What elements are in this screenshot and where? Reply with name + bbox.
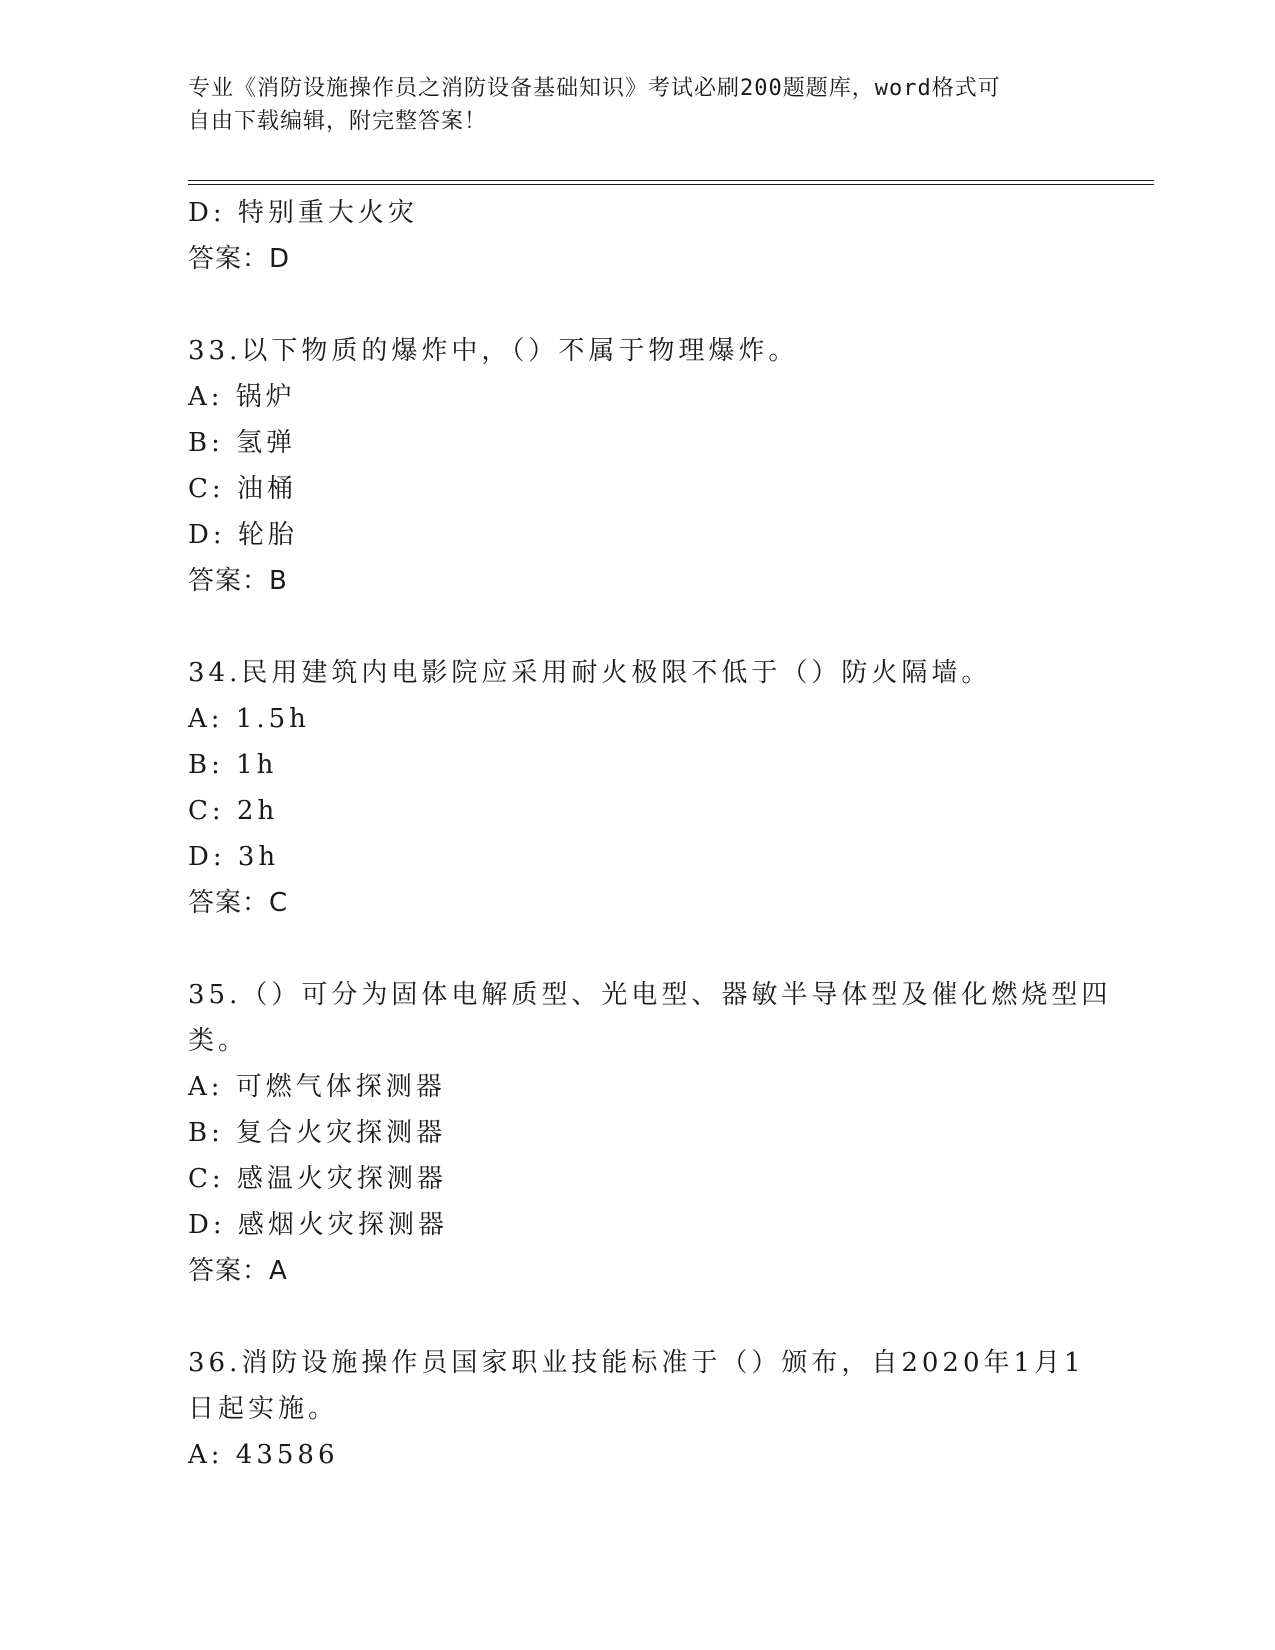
question-35-option-a: A: 可燃气体探测器	[188, 1072, 446, 1102]
header-line-1: 专业《消防设施操作员之消防设备基础知识》考试必刷200题题库，word格式可	[188, 76, 1001, 101]
question-33-option-b: B: 氢弹	[188, 428, 297, 458]
question-34-option-c: C: 2h	[188, 796, 279, 826]
spacer	[188, 1294, 1078, 1340]
question-35-option-d: D: 感烟火灾探测器	[188, 1210, 448, 1240]
header-divider-bottom	[188, 184, 1154, 185]
spacer	[188, 604, 1078, 650]
question-34-answer: 答案：C	[188, 888, 289, 918]
spacer	[188, 282, 1078, 328]
question-34-option-d: D: 3h	[188, 842, 280, 872]
question-35-answer: 答案：A	[188, 1256, 288, 1286]
spacer	[188, 926, 1078, 972]
question-36-stem-line-2: 日起实施。	[188, 1394, 339, 1424]
question-36-stem-line-1: 36.消防设施操作员国家职业技能标准于（）颁布，自2020年1月1	[188, 1348, 1085, 1378]
question-34-option-b: B: 1h	[188, 750, 278, 780]
document-header	[188, 72, 1068, 138]
question-33-stem: 33.以下物质的爆炸中，（）不属于物理爆炸。	[188, 336, 799, 366]
prev-answer: 答案：D	[188, 244, 291, 274]
header-divider-top	[188, 180, 1154, 181]
question-35-option-c: C: 感温火灾探测器	[188, 1164, 447, 1194]
question-35-stem-line-2: 类。	[188, 1026, 249, 1056]
prev-option-d: D: 特别重大火灾	[188, 198, 418, 228]
question-33-answer: 答案：B	[188, 566, 288, 596]
question-35-option-b: B: 复合火灾探测器	[188, 1118, 447, 1148]
question-36-option-a: A: 43586	[188, 1440, 339, 1470]
question-list	[188, 190, 1112, 1478]
question-35-stem-line-1: 35.（）可分为固体电解质型、光电型、器敏半导体型及催化燃烧型四	[188, 980, 1112, 1010]
question-33-option-c: C: 油桶	[188, 474, 297, 504]
question-33-option-d: D: 轮胎	[188, 520, 298, 550]
question-33-option-a: A: 锅炉	[188, 382, 296, 412]
question-34-option-a: A: 1.5h	[188, 704, 310, 734]
question-34-stem: 34.民用建筑内电影院应采用耐火极限不低于（）防火隔墙。	[188, 658, 992, 688]
header-line-2: 自由下载编辑，附完整答案！	[188, 109, 488, 134]
